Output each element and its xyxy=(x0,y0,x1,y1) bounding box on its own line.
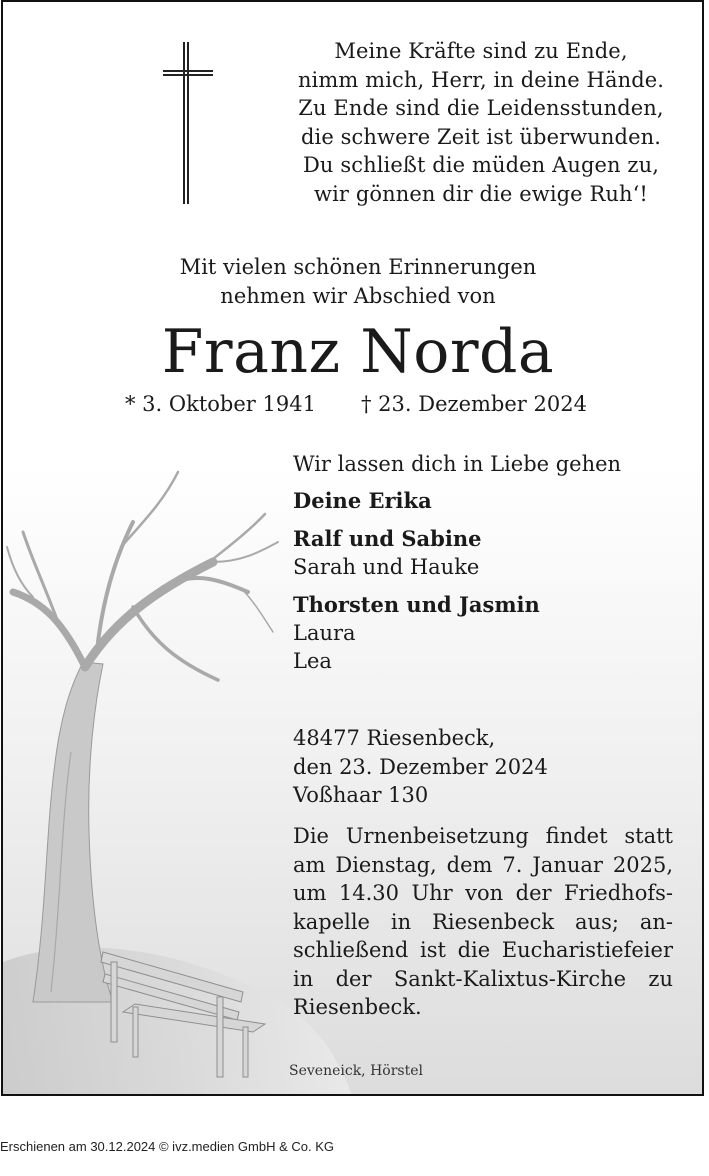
funeral-line: kapelle in Riesenbeck aus; an- xyxy=(293,909,673,934)
death-date: † 23. Dezember 2024 xyxy=(361,392,587,416)
funeral-line: schließend ist die Eucharistiefeier xyxy=(293,938,673,962)
publication-footer: Erschienen am 30.12.2024 © ivz.medien GmbH & Co. KG xyxy=(0,1139,335,1154)
obituary-card xyxy=(1,0,704,1096)
address xyxy=(293,724,673,810)
deceased-name: Franz Norda xyxy=(161,317,555,387)
funeral-line: Riesenbeck. xyxy=(293,995,422,1019)
funeral-notice xyxy=(293,822,673,1022)
mourner-group-2-sub: Sarah und Hauke xyxy=(293,555,480,579)
poem-line: Zu Ende sind die Leidensstunden, xyxy=(298,96,664,120)
mourner-group-1: Deine Erika xyxy=(293,488,432,513)
funeral-line: in der Sankt-Kalixtus-Kirche zu xyxy=(293,966,673,991)
intro-text xyxy=(143,253,573,310)
address-line-1: 48477 Riesenbeck, xyxy=(293,726,496,750)
mourner-group-3-sub-1: Laura xyxy=(293,621,356,645)
funeral-line: Die Urnenbeisetzung findet statt xyxy=(293,824,673,848)
funeral-home-credit: Seveneick, Hörstel xyxy=(289,1063,423,1079)
address-line-3: Voßhaar 130 xyxy=(293,783,429,807)
poem-line: Meine Kräfte sind zu Ende, xyxy=(334,39,628,63)
funeral-line: am Dienstag, dem 7. Januar 2025, xyxy=(293,852,673,877)
mourner-group-2: Ralf und Sabine xyxy=(293,526,482,551)
poem-line: Du schließt die müden Augen zu, xyxy=(303,153,659,177)
mourner-group-3: Thorsten und Jasmin xyxy=(293,592,540,617)
poem-line: wir gönnen dir die ewige Ruh‘! xyxy=(314,181,648,206)
funeral-line: um 14.30 Uhr von der Friedhofs- xyxy=(293,881,673,905)
mourner-group-3-sub-2: Lea xyxy=(293,649,332,673)
intro-line-1: Mit vielen schönen Erinnerungen xyxy=(179,255,537,279)
address-line-2: den 23. Dezember 2024 xyxy=(293,754,548,779)
cross-icon xyxy=(163,42,213,204)
poem-line: die schwere Zeit ist überwunden. xyxy=(300,124,662,149)
intro-line-2: nehmen wir Abschied von xyxy=(220,283,496,308)
poem-line: nimm mich, Herr, in deine Hände. xyxy=(297,67,665,92)
birth-date: * 3. Oktober 1941 xyxy=(125,392,316,416)
mourners-opening: Wir lassen dich in Liebe gehen xyxy=(293,452,622,476)
poem xyxy=(291,37,671,208)
